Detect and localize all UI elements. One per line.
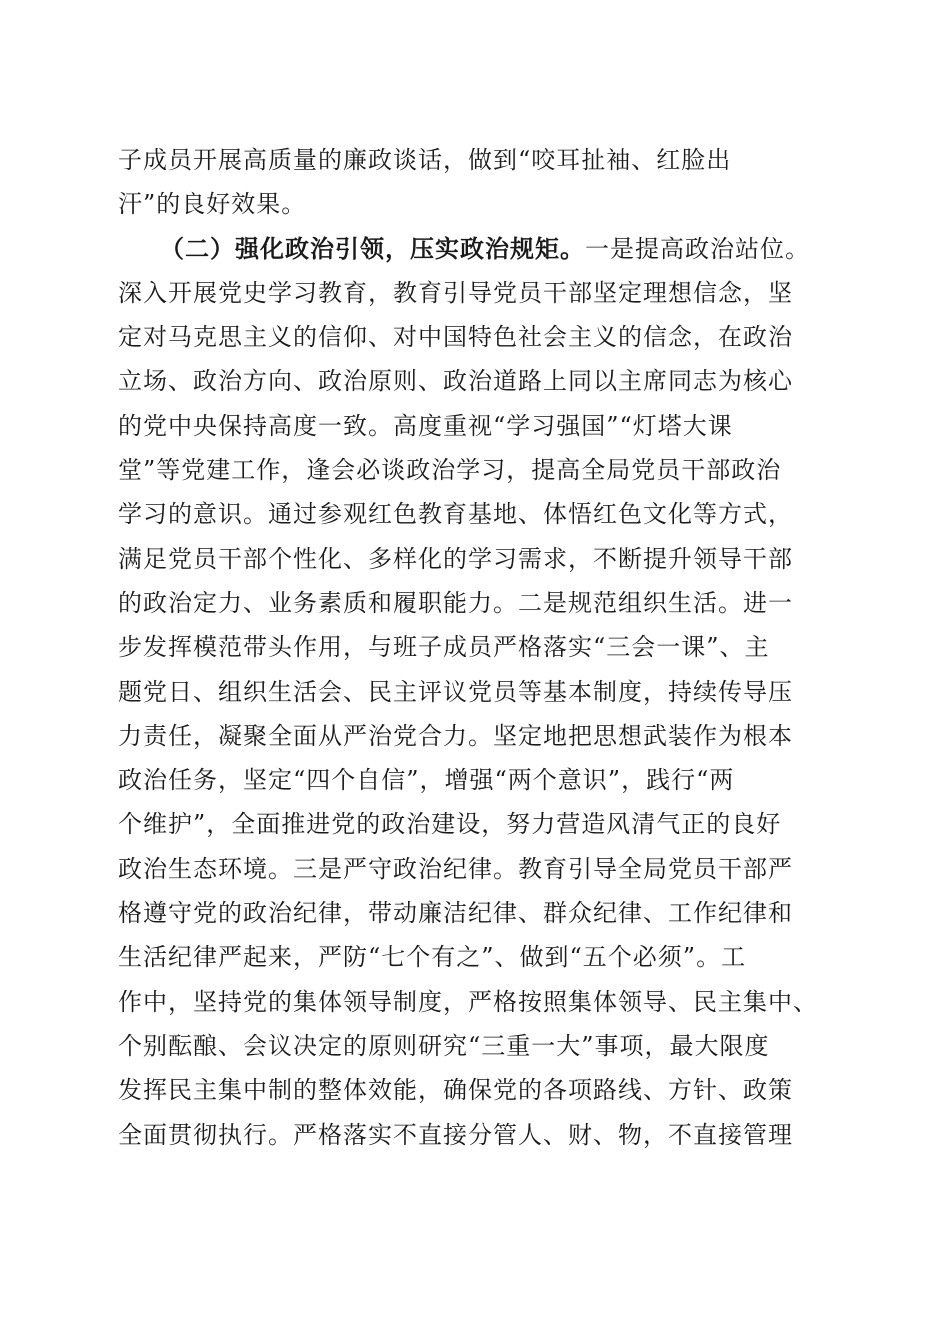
text-line-22: 发挥民主集中制的整体效能，确保党的各项路线、方针、政策 xyxy=(118,1076,793,1105)
text-line-1: 子成员开展高质量的廉政谈话，做到“咬耳扯袖、红脸出 xyxy=(118,146,732,174)
first-point-intro: 一是提高政治站位。 xyxy=(585,234,810,263)
text-line-16: 个维护”，全面推进党的政治建设，努力营造风清气正的良好 xyxy=(118,810,782,839)
text-line-17: 政治生态环境。三是严守政治纪律。教育引导全局党员干部严 xyxy=(118,854,793,883)
text-line-10: 满足党员干部个性化、多样化的学习需求，不断提升领导干部 xyxy=(118,544,793,573)
text-line-19: 生活纪律严起来，严防“七个有之”、做到“五个必须”。工 xyxy=(118,943,747,972)
text-line-15: 政治任务，坚定“四个自信”，增强“两个意识”，践行“两 xyxy=(118,766,735,795)
section-heading: （二）强化政治引领，压实政治规矩。 xyxy=(160,233,585,263)
text-line-7: 的党中央保持高度一致。高度重视“学习强国”“灯塔大课 xyxy=(118,411,733,440)
text-line-18: 格遵守党的政治纪律，带动廉洁纪律、群众纪律、工作纪律和 xyxy=(118,899,793,928)
text-line-9: 学习的意识。通过参观红色教育基地、体悟红色文化等方式， xyxy=(118,500,793,529)
text-line-2: 汗”的良好效果。 xyxy=(118,190,307,219)
body-text xyxy=(118,138,838,1157)
text-line-12: 步发挥模范带头作用，与班子成员严格落实“三会一课”、主 xyxy=(118,633,770,662)
text-line-23: 全面贯彻执行。严格落实不直接分管人、财、物，不直接管理 xyxy=(118,1120,793,1149)
section-heading-line xyxy=(118,227,838,271)
text-line-14: 力责任，凝聚全面从严治党合力。坚定地把思想武装作为根本 xyxy=(118,721,793,750)
text-line-13: 题党日、组织生活会、民主评议党员等基本制度，持续传导压 xyxy=(118,677,793,706)
text-line-6: 立场、政治方向、政治原则、政治道路上同以主席同志为核心 xyxy=(118,367,793,396)
text-line-11: 的政治定力、业务素质和履职能力。二是规范组织生活。进一 xyxy=(118,588,793,617)
text-line-21: 个别酝酿、会议决定的原则研究“三重一大”事项，最大限度 xyxy=(118,1031,770,1060)
text-line-8: 堂”等党建工作，逢会必谈政治学习，提高全局党员干部政治 xyxy=(118,456,782,485)
text-line-4: 深入开展党史学习教育，教育引导党员干部坚定理想信念，坚 xyxy=(118,278,793,307)
text-line-5: 定对马克思主义的信仰、对中国特色社会主义的信念，在政治 xyxy=(118,323,793,352)
text-line-20: 作中，坚持党的集体领导制度，严格按照集体领导、民主集中、 xyxy=(118,987,818,1016)
